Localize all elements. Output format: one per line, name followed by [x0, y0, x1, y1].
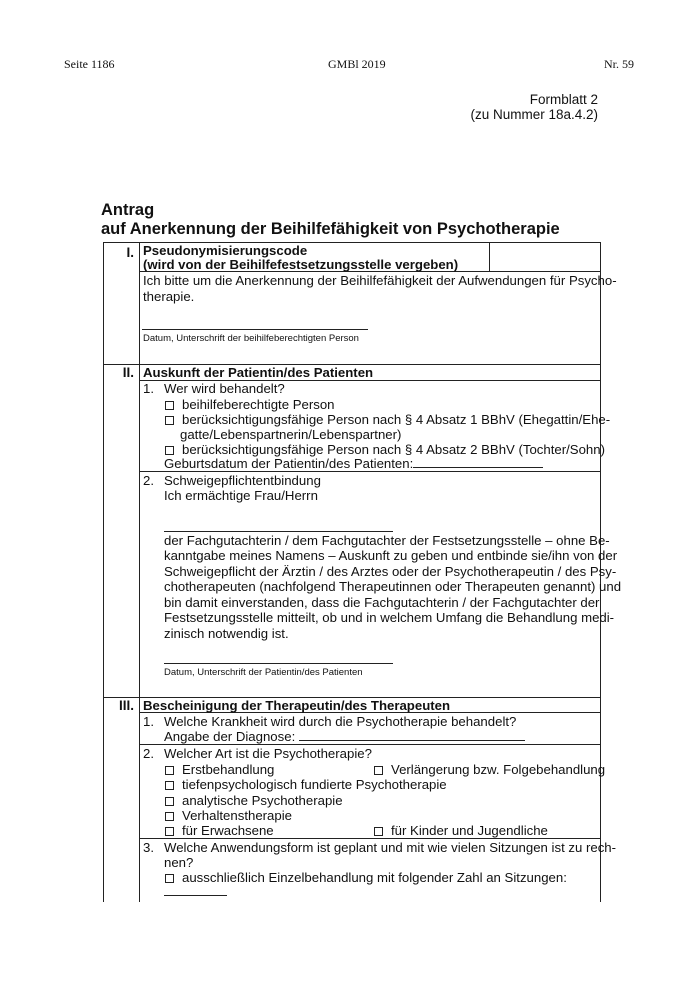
- title-line-1: Antrag: [101, 201, 155, 219]
- pseudonym-code-note: (wird von der Beihilfefestsetzungsstelle vergeben): [143, 257, 459, 272]
- signature-caption-patient: Datum, Unterschrift der Patientin/des Patienten: [164, 667, 363, 678]
- checkbox-extension[interactable]: [374, 766, 383, 775]
- option-spouse-label-cont: gatte/Lebenspartnerin/Lebenspartner): [180, 427, 402, 442]
- q1-number: 1.: [143, 381, 154, 396]
- form-table: [103, 242, 622, 902]
- checkbox-analytic[interactable]: [165, 797, 174, 806]
- option-analytic[interactable]: [164, 793, 343, 809]
- signature-caption-beneficiary: Datum, Unterschrift der beihilfeberechtigten Person: [143, 333, 359, 344]
- issue-number: Nr. 59: [604, 57, 634, 71]
- frame-left-border: [103, 242, 104, 902]
- diagnosis-field[interactable]: [164, 729, 525, 745]
- diagnosis-line[interactable]: [299, 740, 525, 741]
- checkbox-spouse[interactable]: [165, 416, 174, 425]
- checkbox-initial-treatment[interactable]: [165, 766, 174, 775]
- option-initial-treatment[interactable]: [164, 762, 274, 778]
- section-3-heading: Bescheinigung der Therapeutin/des Therapeuten: [143, 698, 451, 713]
- option-beneficiary-label: beihilfeberechtigte Person: [182, 397, 335, 412]
- consent-text-3: Schweigepflicht der Ärztin / des Arztes oder der Psychotherapeutin / des Psy-: [164, 564, 617, 579]
- q2-number: 2.: [143, 473, 154, 488]
- s3-q3-question-2: nen?: [164, 855, 194, 870]
- s3-q2-number: 2.: [143, 746, 154, 761]
- consent-text-2: kanntgabe meines Namens – Auskunft zu geben und entbinde sie/ihn von der: [164, 548, 618, 563]
- checkbox-adults[interactable]: [165, 827, 174, 836]
- s3-q2-question: Welcher Art ist die Psychotherapie?: [164, 746, 372, 761]
- session-count-line[interactable]: [164, 895, 227, 896]
- title-line-2: auf Anerkennung der Beihilfefähigkeit von Psychotherapie: [101, 220, 560, 238]
- s3-q3-number: 3.: [143, 840, 154, 855]
- checkbox-child[interactable]: [165, 446, 174, 455]
- option-initial-treatment-label: Erstbehandlung: [182, 762, 275, 777]
- document-title: [101, 201, 560, 239]
- option-depth-psychology[interactable]: [164, 777, 447, 793]
- option-adults-label: für Erwachsene: [182, 823, 274, 838]
- s3-q1-number: 1.: [143, 714, 154, 729]
- page-number: Seite 1186: [64, 57, 115, 71]
- birthdate-label: Geburtsdatum der Patientin/des Patienten:: [164, 456, 414, 471]
- signature-line-patient[interactable]: [164, 663, 393, 664]
- signature-line-beneficiary[interactable]: [142, 329, 368, 330]
- consent-text-7: zinisch notwendig ist.: [164, 626, 289, 641]
- section-2-heading: Auskunft der Patientin/des Patienten: [143, 365, 374, 380]
- consent-text-6: Festsetzungsstelle mitteilt, ob und in welchem Umfang die Behandlung medi-: [164, 610, 615, 625]
- option-depth-psychology-label: tiefenpsychologisch fundierte Psychotherapie: [182, 777, 447, 792]
- frame-number-column-border: [139, 242, 140, 902]
- consent-text-4: chotherapeuten (nachfolgend Therapeutinnen oder Therapeuten genannt) und: [164, 579, 622, 594]
- option-adults[interactable]: [164, 823, 274, 839]
- option-spouse[interactable]: [164, 412, 610, 428]
- section-1-number: I.: [126, 245, 134, 260]
- q2-consent-intro: Ich ermächtige Frau/Herrn: [164, 488, 318, 503]
- option-individual-therapy-label: ausschließlich Einzelbehandlung mit folgender Zahl an Sitzungen:: [182, 870, 567, 885]
- option-analytic-label: analytische Psychotherapie: [182, 793, 343, 808]
- option-extension-label: Verlängerung bzw. Folgebehandlung: [391, 762, 606, 777]
- option-behavioral-label: Verhaltenstherapie: [182, 808, 292, 823]
- checkbox-beneficiary[interactable]: [165, 401, 174, 410]
- section-1-text-line-2: therapie.: [143, 289, 195, 304]
- option-individual-therapy[interactable]: [164, 870, 567, 886]
- section-3-number: III.: [118, 698, 134, 713]
- frame-right-border: [600, 242, 601, 365]
- diagnosis-label: Angabe der Diagnose:: [164, 729, 296, 744]
- pseudonym-code-field[interactable]: [490, 243, 600, 271]
- option-extension[interactable]: [373, 762, 605, 778]
- option-behavioral[interactable]: [164, 808, 292, 824]
- checkbox-individual-therapy[interactable]: [165, 874, 174, 883]
- option-child-label: berücksichtigungsfähige Person nach § 4 Absatz 2 BBhV (Tochter/Sohn): [182, 442, 605, 457]
- s3-q3-question-1: Welche Anwendungsform ist geplant und mit wie vielen Sitzungen ist zu rech-: [164, 840, 617, 855]
- consent-text-1: der Fachgutachterin / dem Fachgutachter der Festsetzungsstelle – ohne Be-: [164, 533, 610, 548]
- therapist-name-line[interactable]: [164, 531, 393, 532]
- pseudonym-code-label: Pseudonymisierungscode: [143, 243, 308, 258]
- q2-question: Schweigepflichtentbindung: [164, 473, 321, 488]
- consent-text-5: bin damit einverstanden, dass die Fachgutachterin / der Fachgutachter der: [164, 595, 600, 610]
- section-2-number: II.: [122, 365, 134, 380]
- option-beneficiary[interactable]: [164, 397, 335, 413]
- s3-q1-question: Welche Krankheit wird durch die Psychotherapie behandelt?: [164, 714, 517, 729]
- form-paragraph: (zu Nummer 18a.4.2): [470, 107, 598, 122]
- option-children-label: für Kinder und Jugendliche: [391, 823, 548, 838]
- form-number: Formblatt 2: [529, 92, 598, 107]
- form-reference: [470, 92, 598, 122]
- q1-question: Wer wird behandelt?: [164, 381, 285, 396]
- gazette-reference: GMBl 2019: [328, 57, 386, 71]
- checkbox-children[interactable]: [374, 827, 383, 836]
- birthdate-field[interactable]: [164, 456, 543, 472]
- checkbox-depth-psychology[interactable]: [165, 781, 174, 790]
- option-children[interactable]: [373, 823, 548, 839]
- section-1-text-line-1: Ich bitte um die Anerkennung der Beihilfefähigkeit der Aufwendungen für Psycho-: [143, 273, 617, 288]
- option-spouse-label: berücksichtigungsfähige Person nach § 4 Absatz 1 BBhV (Ehegattin/Ehe-: [182, 412, 611, 427]
- birthdate-line[interactable]: [413, 467, 543, 468]
- checkbox-behavioral[interactable]: [165, 812, 174, 821]
